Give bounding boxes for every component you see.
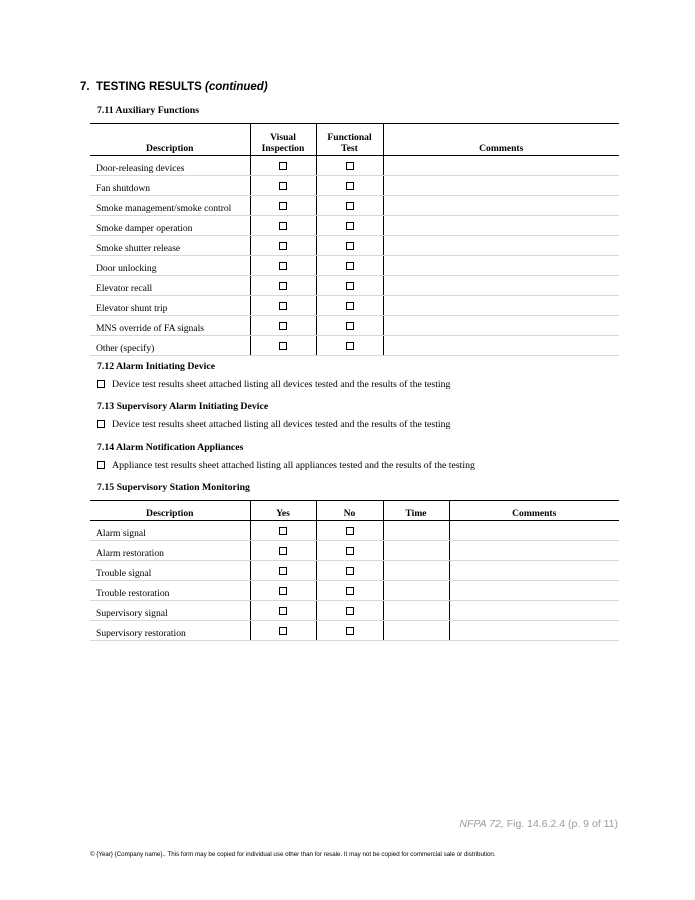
row-description: Smoke management/smoke control bbox=[90, 196, 250, 216]
row-description: Trouble signal bbox=[90, 561, 250, 581]
checkbox[interactable] bbox=[279, 587, 287, 595]
alarm-initiating-checkbox[interactable] bbox=[97, 380, 105, 388]
section-number: 7. bbox=[80, 81, 90, 93]
checkbox[interactable] bbox=[346, 342, 354, 350]
checkbox[interactable] bbox=[279, 182, 287, 190]
station-row bbox=[90, 581, 619, 601]
entry-cell[interactable] bbox=[383, 216, 619, 236]
row-description: Supervisory signal bbox=[90, 601, 250, 621]
checkbox-cell bbox=[316, 621, 383, 641]
supervisory-initiating-label: Device test results sheet attached listing all devices tested and the results of the testing bbox=[112, 419, 451, 430]
station-col-time: Time bbox=[383, 501, 449, 521]
checkbox-cell bbox=[250, 276, 316, 296]
checkbox-cell bbox=[316, 521, 383, 541]
station-row bbox=[90, 621, 619, 641]
checkbox[interactable] bbox=[346, 282, 354, 290]
checkbox-cell bbox=[316, 316, 383, 336]
aux-row bbox=[90, 196, 619, 216]
entry-cell[interactable] bbox=[383, 176, 619, 196]
alarm-initiating-attach bbox=[97, 379, 450, 390]
aux-row bbox=[90, 256, 619, 276]
aux-row bbox=[90, 336, 619, 356]
supervisory-initiating-checkbox[interactable] bbox=[97, 420, 105, 428]
checkbox[interactable] bbox=[346, 587, 354, 595]
aux-row bbox=[90, 176, 619, 196]
checkbox-cell bbox=[316, 541, 383, 561]
checkbox-cell bbox=[250, 176, 316, 196]
checkbox[interactable] bbox=[279, 282, 287, 290]
aux-row bbox=[90, 316, 619, 336]
notification-label: Appliance test results sheet attached listing all appliances tested and the results of the testing bbox=[112, 460, 475, 471]
checkbox[interactable] bbox=[279, 302, 287, 310]
checkbox[interactable] bbox=[279, 527, 287, 535]
row-description: Smoke shutter release bbox=[90, 236, 250, 256]
row-description: Supervisory restoration bbox=[90, 621, 250, 641]
row-description: Door unlocking bbox=[90, 256, 250, 276]
entry-cell[interactable] bbox=[449, 541, 619, 561]
entry-cell[interactable] bbox=[383, 336, 619, 356]
checkbox-cell bbox=[250, 156, 316, 176]
checkbox-cell bbox=[250, 236, 316, 256]
col-functional-line2: Test bbox=[341, 143, 358, 154]
checkbox[interactable] bbox=[346, 627, 354, 635]
checkbox-cell bbox=[316, 156, 383, 176]
checkbox-cell bbox=[316, 216, 383, 236]
section-title: TESTING RESULTS bbox=[95, 81, 202, 93]
checkbox-cell bbox=[316, 581, 383, 601]
figure-code: NFPA 72, bbox=[459, 818, 504, 830]
checkbox-cell bbox=[316, 296, 383, 316]
checkbox[interactable] bbox=[279, 547, 287, 555]
checkbox[interactable] bbox=[279, 607, 287, 615]
checkbox-cell bbox=[250, 521, 316, 541]
checkbox[interactable] bbox=[346, 567, 354, 575]
entry-cell[interactable] bbox=[383, 621, 449, 641]
supervisory-initiating-attach bbox=[97, 419, 450, 430]
row-description: Alarm signal bbox=[90, 521, 250, 541]
aux-heading: 7.11 Auxiliary Functions bbox=[97, 105, 200, 116]
alarm-initiating-label: Device test results sheet attached listing all devices tested and the results of the testing bbox=[112, 379, 451, 390]
aux-row bbox=[90, 276, 619, 296]
checkbox-cell bbox=[250, 601, 316, 621]
copyright-footer: © {Year} {Company name}.. This form may be copied for individual use other than for resale. It may not be copied for commercial sale or distribution. bbox=[90, 851, 496, 858]
checkbox-cell bbox=[316, 276, 383, 296]
aux-row bbox=[90, 296, 619, 316]
checkbox-cell bbox=[250, 541, 316, 561]
entry-cell[interactable] bbox=[383, 236, 619, 256]
aux-row bbox=[90, 156, 619, 176]
checkbox[interactable] bbox=[346, 162, 354, 170]
row-description: Other (specify) bbox=[90, 336, 250, 356]
entry-cell[interactable] bbox=[383, 296, 619, 316]
checkbox-cell bbox=[316, 176, 383, 196]
checkbox[interactable] bbox=[346, 607, 354, 615]
checkbox[interactable] bbox=[279, 202, 287, 210]
station-row bbox=[90, 521, 619, 541]
station-row bbox=[90, 561, 619, 581]
col-functional-test bbox=[316, 124, 383, 156]
aux-row bbox=[90, 236, 619, 256]
col-functional-line1: Functional bbox=[327, 132, 372, 143]
checkbox-cell bbox=[250, 316, 316, 336]
col-visual-line1: Visual bbox=[270, 132, 296, 143]
aux-row bbox=[90, 216, 619, 236]
entry-cell[interactable] bbox=[383, 276, 619, 296]
section-heading bbox=[80, 81, 268, 93]
checkbox[interactable] bbox=[346, 182, 354, 190]
checkbox-cell bbox=[316, 196, 383, 216]
notification-heading: 7.14 Alarm Notification Appliances bbox=[97, 442, 244, 453]
checkbox-cell bbox=[250, 561, 316, 581]
section-continued: (continued) bbox=[205, 81, 268, 93]
checkbox[interactable] bbox=[346, 202, 354, 210]
row-description: Trouble restoration bbox=[90, 581, 250, 601]
station-heading: 7.15 Supervisory Station Monitoring bbox=[97, 482, 250, 493]
entry-cell[interactable] bbox=[449, 601, 619, 621]
row-description: Door-releasing devices bbox=[90, 156, 250, 176]
checkbox[interactable] bbox=[279, 262, 287, 270]
col-comments: Comments bbox=[383, 124, 619, 156]
station-row bbox=[90, 541, 619, 561]
checkbox[interactable] bbox=[346, 242, 354, 250]
row-description: Fan shutdown bbox=[90, 176, 250, 196]
checkbox[interactable] bbox=[346, 547, 354, 555]
entry-cell[interactable] bbox=[383, 156, 619, 176]
checkbox[interactable] bbox=[346, 322, 354, 330]
figure-reference bbox=[459, 818, 618, 830]
checkbox-cell bbox=[250, 336, 316, 356]
checkbox-cell bbox=[250, 581, 316, 601]
checkbox-cell bbox=[316, 561, 383, 581]
station-col-comments: Comments bbox=[449, 501, 619, 521]
supervisory-initiating-heading: 7.13 Supervisory Alarm Initiating Device bbox=[97, 401, 269, 412]
col-visual-inspection bbox=[250, 124, 316, 156]
notification-checkbox[interactable] bbox=[97, 461, 105, 469]
col-description: Description bbox=[90, 124, 250, 156]
row-description: Alarm restoration bbox=[90, 541, 250, 561]
figure-page: Fig. 14.6.2.4 (p. 9 of 11) bbox=[506, 818, 618, 830]
entry-cell[interactable] bbox=[383, 521, 449, 541]
entry-cell[interactable] bbox=[383, 541, 449, 561]
entry-cell[interactable] bbox=[449, 561, 619, 581]
checkbox[interactable] bbox=[346, 302, 354, 310]
checkbox-cell bbox=[316, 336, 383, 356]
checkbox-cell bbox=[250, 196, 316, 216]
entry-cell[interactable] bbox=[383, 196, 619, 216]
checkbox[interactable] bbox=[346, 262, 354, 270]
alarm-initiating-heading: 7.12 Alarm Initiating Device bbox=[97, 361, 216, 372]
checkbox[interactable] bbox=[346, 527, 354, 535]
auxiliary-functions-table bbox=[90, 123, 619, 356]
entry-cell[interactable] bbox=[383, 581, 449, 601]
entry-cell[interactable] bbox=[383, 561, 449, 581]
checkbox[interactable] bbox=[279, 342, 287, 350]
col-visual-line2: Inspection bbox=[261, 143, 305, 154]
checkbox[interactable] bbox=[279, 322, 287, 330]
checkbox-cell bbox=[250, 256, 316, 276]
row-description: Smoke damper operation bbox=[90, 216, 250, 236]
row-description: Elevator shunt trip bbox=[90, 296, 250, 316]
station-row bbox=[90, 601, 619, 621]
notification-attach bbox=[97, 460, 475, 471]
entry-cell[interactable] bbox=[383, 256, 619, 276]
entry-cell[interactable] bbox=[449, 621, 619, 641]
checkbox[interactable] bbox=[346, 222, 354, 230]
entry-cell[interactable] bbox=[449, 581, 619, 601]
entry-cell[interactable] bbox=[383, 601, 449, 621]
checkbox-cell bbox=[316, 236, 383, 256]
checkbox-cell bbox=[250, 296, 316, 316]
row-description: Elevator recall bbox=[90, 276, 250, 296]
checkbox-cell bbox=[250, 216, 316, 236]
checkbox-cell bbox=[316, 256, 383, 276]
station-col-no: No bbox=[316, 501, 383, 521]
entry-cell[interactable] bbox=[449, 521, 619, 541]
supervisory-station-table bbox=[90, 500, 619, 641]
checkbox-cell bbox=[316, 601, 383, 621]
entry-cell[interactable] bbox=[383, 316, 619, 336]
station-col-description: Description bbox=[90, 501, 250, 521]
checkbox[interactable] bbox=[279, 627, 287, 635]
checkbox[interactable] bbox=[279, 222, 287, 230]
row-description: MNS override of FA signals bbox=[90, 316, 250, 336]
checkbox[interactable] bbox=[279, 242, 287, 250]
checkbox-cell bbox=[250, 621, 316, 641]
station-col-yes: Yes bbox=[250, 501, 316, 521]
checkbox[interactable] bbox=[279, 567, 287, 575]
checkbox[interactable] bbox=[279, 162, 287, 170]
